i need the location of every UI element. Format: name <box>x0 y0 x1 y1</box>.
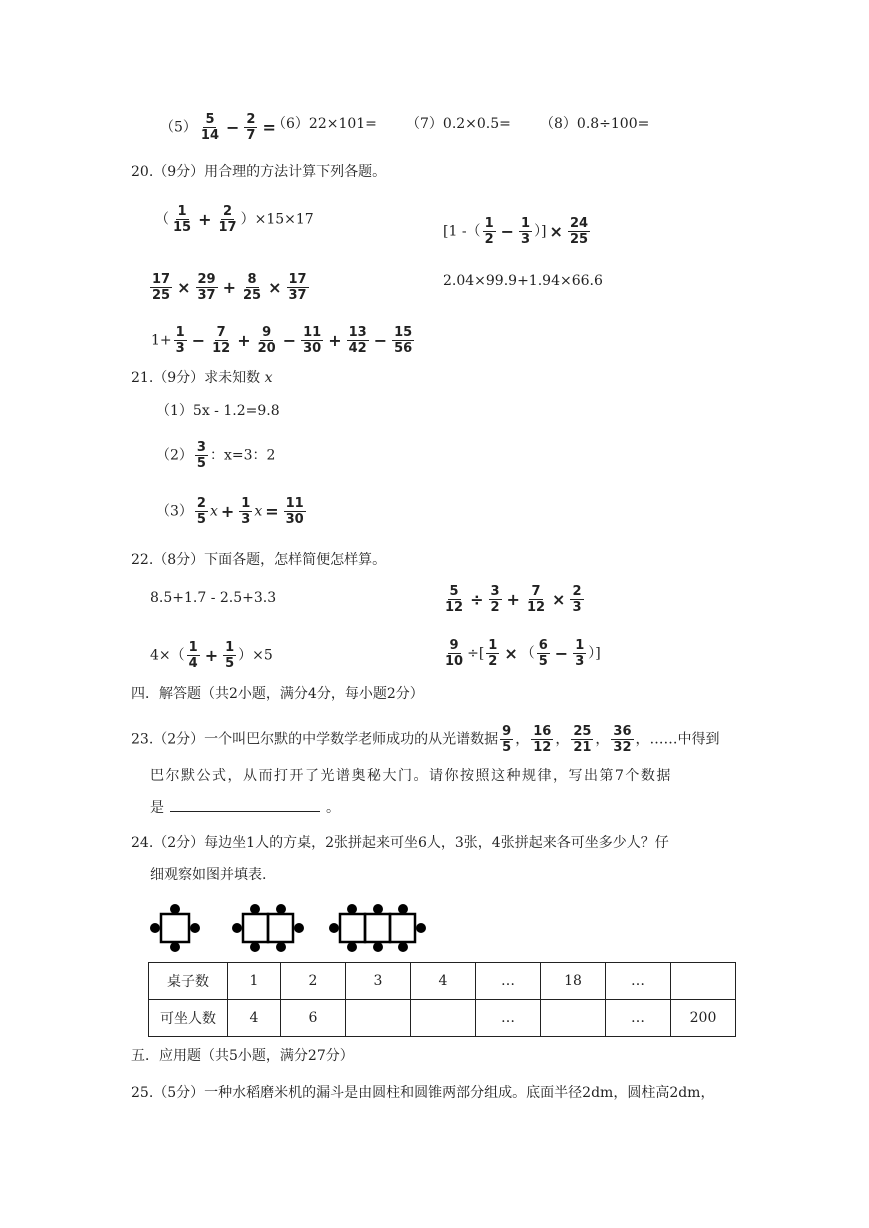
seat-dot <box>416 923 426 933</box>
q19-row: （5） $\frac{5}{14}$ − $\frac{2}{7}$ = <box>160 112 276 143</box>
seat-dot <box>232 923 242 933</box>
seats-table <box>148 962 736 1037</box>
seat-dot <box>373 904 383 914</box>
q23-line1: 23.（2分）一个叫巴尔默的中学数学老师成功的从光谱数据 $\frac{9}{5}$ ， $\frac{16}{12}$ ， $\frac{25}{21}$ ， $\frac{36}{32}$ ，……中得到 <box>131 724 720 755</box>
table-cell: 1 <box>228 963 281 1000</box>
q22-a: 8.5+1.7 - 2.5+3.3 <box>150 590 277 606</box>
q22-d: $\frac{9}{10}$ ÷[ $\frac{1}{2}$ × （ $\frac{6}{5}$ − $\frac{1}{3}$ ）] <box>445 638 601 669</box>
table-cell: 6 <box>281 1000 346 1037</box>
table-cell: … <box>606 1000 671 1037</box>
table-cell: … <box>606 963 671 1000</box>
seat-dot <box>398 904 408 914</box>
section-5-heading: 五．应用题（共5小题，满分27分） <box>131 1048 354 1064</box>
seat-dot <box>276 904 286 914</box>
table-cell[interactable] <box>411 1000 476 1037</box>
seat-dot <box>373 942 383 952</box>
table-square-3a <box>340 914 365 942</box>
seat-dot <box>250 942 260 952</box>
seat-dot <box>170 904 180 914</box>
table-cell: 桌子数 <box>149 963 228 1000</box>
table-square-2a <box>243 914 268 942</box>
seat-dot <box>294 923 304 933</box>
q19-p6: （6）22×101= <box>272 116 377 132</box>
table-cell[interactable]: 3 <box>346 963 411 1000</box>
table-square-2b <box>268 914 293 942</box>
q22-title: 22.（8分）下面各题，怎样简便怎样算。 <box>131 552 387 568</box>
q19-p5-label: （5） <box>160 119 197 136</box>
tables-figure <box>148 900 438 956</box>
fraction: $\frac{5}{14}$ <box>200 112 220 143</box>
table-cell: … <box>476 963 541 1000</box>
q23-line2: 巴尔默公式，从而打开了光谱奥秘大门。请你按照这种规律，写出第7个数据 <box>150 768 672 784</box>
table-cell: 可坐人数 <box>149 1000 228 1037</box>
q23-line3: 是 。 <box>150 797 340 819</box>
q20-e: 1+ $\frac{1}{3}$ − $\frac{7}{12}$ + $\frac{9}{20}$ − $\frac{11}{30}$ + $\frac{13}{42}$ − $\frac{15}{56}$ <box>151 325 413 356</box>
q25-line1: 25.（5分）一种水稻磨米机的漏斗是由圆柱和圆锥两部分组成。底面半径2dm，圆柱高2dm， <box>131 1085 715 1101</box>
q20-d: 2.04×99.9+1.94×66.6 <box>443 273 603 289</box>
q21-title: 21.（9分）求未知数 x <box>131 370 273 386</box>
q24-line2: 细观察如图并填表. <box>150 867 267 883</box>
q20-c: $\frac{17}{25}$ × $\frac{29}{37}$ + $\frac{8}{25}$ × $\frac{17}{37}$ <box>152 272 307 303</box>
q19-p8: （8）0.8÷100= <box>540 116 650 132</box>
table-cell: 18 <box>541 963 606 1000</box>
table-square-3c <box>390 914 415 942</box>
table-square-1 <box>161 914 189 942</box>
seat-dot <box>276 942 286 952</box>
q21-p3: （3） $\frac{2}{5}$ x + $\frac{1}{3}$ x = $\frac{11}{30}$ <box>156 496 304 527</box>
seat-dot <box>150 923 160 933</box>
seat-dot <box>398 942 408 952</box>
seat-dot <box>347 942 357 952</box>
section-4-heading: 四．解答题（共2小题，满分4分，每小题2分） <box>131 686 424 702</box>
table-cell[interactable] <box>671 963 736 1000</box>
q19-p7: （7）0.2×0.5= <box>406 116 511 132</box>
table-row-seats <box>149 1000 736 1037</box>
seat-dot <box>329 923 339 933</box>
table-cell: 200 <box>671 1000 736 1037</box>
seat-dot <box>347 904 357 914</box>
table-cell: 2 <box>281 963 346 1000</box>
fraction: $\frac{2}{7}$ <box>246 112 256 143</box>
q24-line1: 24.（2分）每边坐1人的方桌，2张拼起来可坐6人，3张，4张拼起来各可坐多少人？仔 <box>131 835 669 851</box>
table-cell[interactable]: 4 <box>411 963 476 1000</box>
answer-blank[interactable] <box>170 797 320 812</box>
table-cell[interactable] <box>541 1000 606 1037</box>
q20-a: （ $\frac{1}{15}$ + $\frac{2}{17}$ ）×15×17 <box>155 204 314 235</box>
table-cell: 4 <box>228 1000 281 1037</box>
q21-p1: （1）5x - 1.2=9.8 <box>156 403 280 419</box>
q20-title: 20.（9分）用合理的方法计算下列各题。 <box>131 164 387 180</box>
seat-dot <box>170 942 180 952</box>
seat-dot <box>250 904 260 914</box>
table-cell[interactable] <box>346 1000 411 1037</box>
table-row-tables <box>149 963 736 1000</box>
q22-b: $\frac{5}{12}$ ÷ $\frac{3}{2}$ + $\frac{7}{12}$ × $\frac{2}{3}$ <box>445 584 582 615</box>
table-square-3b <box>365 914 390 942</box>
q20-b: [1 -（ $\frac{1}{2}$ − $\frac{1}{3}$ ）] × $\frac{24}{25}$ <box>443 216 589 247</box>
q21-p2: （2） $\frac{3}{5}$ ：x=3：2 <box>156 440 276 471</box>
seat-dot <box>190 923 200 933</box>
q22-c: 4×（ $\frac{1}{4}$ + $\frac{1}{5}$ ）×5 <box>150 640 273 671</box>
table-cell: … <box>476 1000 541 1037</box>
